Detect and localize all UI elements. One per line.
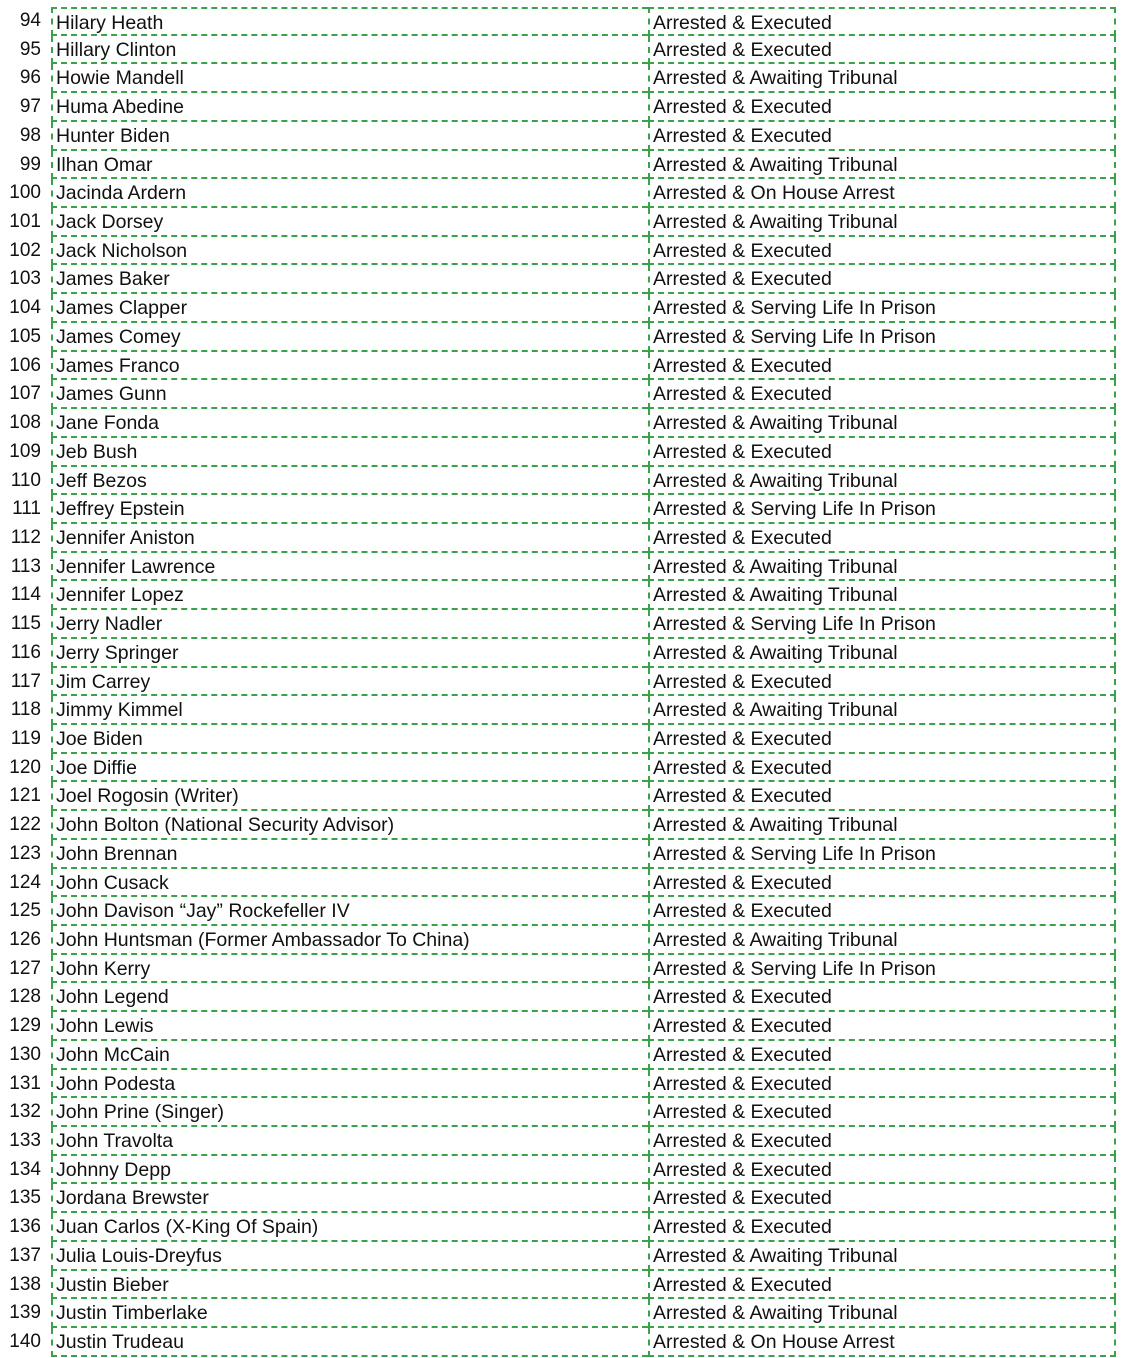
- row-number: 94: [19, 10, 41, 31]
- status-cell[interactable]: Arrested & Executed: [648, 754, 1116, 783]
- row-number: 105: [9, 325, 41, 347]
- name-cell[interactable]: Jane Fonda: [51, 409, 648, 438]
- status-cell[interactable]: Arrested & Awaiting Tribunal: [648, 553, 1116, 582]
- row-number: 101: [9, 211, 41, 233]
- table-row: [0, 409, 1124, 438]
- table-row: [0, 294, 1124, 323]
- table-row: [0, 265, 1124, 294]
- name-cell[interactable]: Juan Carlos (X-King Of Spain): [51, 1213, 648, 1242]
- status-cell[interactable]: Arrested & Serving Life In Prison: [648, 610, 1116, 639]
- name-cell[interactable]: James Comey: [51, 323, 648, 352]
- name-cell[interactable]: John Cusack: [51, 869, 648, 898]
- row-number: 100: [9, 182, 41, 204]
- row-number: 125: [9, 900, 41, 922]
- name-cell[interactable]: Jeb Bush: [51, 438, 648, 467]
- row-number: 115: [10, 613, 41, 635]
- status-cell[interactable]: Arrested & Executed: [648, 36, 1116, 65]
- name-cell[interactable]: Ilhan Omar: [51, 151, 648, 180]
- name-cell[interactable]: James Franco: [51, 352, 648, 381]
- status-cell[interactable]: Arrested & Executed: [648, 380, 1116, 409]
- row-number: 131: [9, 1072, 41, 1094]
- name-cell[interactable]: Howie Mandell: [51, 64, 648, 93]
- table-row: [0, 1299, 1124, 1328]
- row-number: 140: [9, 1331, 41, 1353]
- row-number: 119: [10, 727, 41, 749]
- status-cell[interactable]: Arrested & Awaiting Tribunal: [648, 581, 1116, 610]
- row-number: 111: [12, 498, 41, 520]
- status-cell[interactable]: Arrested & Executed: [648, 237, 1116, 266]
- status-cell[interactable]: Arrested & Executed: [648, 869, 1116, 898]
- row-number: 110: [10, 469, 41, 491]
- table-row: [0, 1271, 1124, 1300]
- status-cell[interactable]: Arrested & Executed: [648, 93, 1116, 122]
- status-cell[interactable]: Arrested & Serving Life In Prison: [648, 294, 1116, 323]
- status-cell[interactable]: Arrested & Awaiting Tribunal: [648, 696, 1116, 725]
- name-cell[interactable]: John Travolta: [51, 1127, 648, 1156]
- name-cell[interactable]: Jimmy Kimmel: [51, 696, 648, 725]
- row-number: 134: [9, 1158, 41, 1180]
- status-cell[interactable]: Arrested & Executed: [648, 1041, 1116, 1070]
- row-number: 116: [10, 641, 41, 663]
- table-row: [0, 668, 1124, 697]
- row-number: 120: [9, 756, 41, 778]
- table-row: [0, 840, 1124, 869]
- row-number: 126: [9, 929, 41, 950]
- name-cell[interactable]: Johnny Depp: [51, 1156, 648, 1185]
- status-cell[interactable]: Arrested & Awaiting Tribunal: [648, 151, 1116, 180]
- table-row: [0, 93, 1124, 122]
- status-cell[interactable]: Arrested & Executed: [648, 352, 1116, 381]
- status-cell[interactable]: Arrested & Executed: [648, 1127, 1116, 1156]
- table-row: [0, 1156, 1124, 1185]
- row-number: 135: [9, 1187, 41, 1209]
- table-row: [0, 639, 1124, 668]
- status-cell[interactable]: Arrested & Serving Life In Prison: [648, 840, 1116, 869]
- status-cell[interactable]: Arrested & Executed: [648, 782, 1116, 811]
- table-row: [0, 811, 1124, 840]
- row-number: 122: [9, 814, 41, 836]
- name-cell[interactable]: Joe Biden: [51, 725, 648, 754]
- name-cell[interactable]: John Bolton (National Security Advisor): [51, 811, 648, 840]
- name-cell[interactable]: Justin Trudeau: [51, 1328, 648, 1357]
- name-cell[interactable]: John Prine (Singer): [51, 1098, 648, 1127]
- status-cell[interactable]: Arrested & On House Arrest: [648, 1328, 1116, 1357]
- name-cell[interactable]: John Brennan: [51, 840, 648, 869]
- row-number: 124: [9, 871, 41, 893]
- table-row: [0, 524, 1124, 553]
- status-cell[interactable]: Arrested & Awaiting Tribunal: [648, 64, 1116, 93]
- status-cell[interactable]: Arrested & Executed: [648, 725, 1116, 754]
- table-row: [0, 1098, 1124, 1127]
- table-row: [0, 1242, 1124, 1271]
- name-cell[interactable]: James Gunn: [51, 380, 648, 409]
- name-cell[interactable]: Joe Diffie: [51, 754, 648, 783]
- name-cell[interactable]: John Lewis: [51, 1012, 648, 1041]
- name-cell[interactable]: Julia Louis-Dreyfus: [51, 1242, 648, 1271]
- status-cell[interactable]: Arrested & Awaiting Tribunal: [648, 1242, 1116, 1271]
- status-cell[interactable]: Arrested & Executed: [648, 983, 1116, 1012]
- name-cell[interactable]: Jack Dorsey: [51, 208, 648, 237]
- name-cell[interactable]: John Podesta: [51, 1070, 648, 1099]
- status-cell[interactable]: Arrested & Awaiting Tribunal: [648, 409, 1116, 438]
- name-cell[interactable]: Jordana Brewster: [51, 1184, 648, 1213]
- name-cell[interactable]: Joel Rogosin (Writer): [51, 782, 648, 811]
- row-number: 113: [10, 555, 41, 577]
- name-cell[interactable]: Jeff Bezos: [51, 467, 648, 496]
- row-number: 137: [9, 1244, 41, 1266]
- row-number: 129: [9, 1015, 41, 1037]
- name-cell[interactable]: Huma Abedine: [51, 93, 648, 122]
- table-row: [0, 208, 1124, 237]
- row-number: 121: [9, 785, 41, 807]
- table-row: [0, 610, 1124, 639]
- table-row: [0, 122, 1124, 151]
- status-cell[interactable]: Arrested & Awaiting Tribunal: [648, 639, 1116, 668]
- table-row: [0, 869, 1124, 898]
- row-number: 95: [19, 38, 41, 60]
- status-cell[interactable]: Arrested & Executed: [648, 1271, 1116, 1300]
- table-row: [0, 179, 1124, 208]
- table-row: [0, 380, 1124, 409]
- name-cell[interactable]: Jerry Nadler: [51, 610, 648, 639]
- table-row: [0, 725, 1124, 754]
- row-number: 98: [19, 124, 41, 146]
- table-row: [0, 467, 1124, 496]
- table-row: [0, 955, 1124, 984]
- row-number: 96: [19, 67, 41, 89]
- status-cell[interactable]: Arrested & Executed: [648, 1213, 1116, 1242]
- table-row: [0, 151, 1124, 180]
- table-row: [0, 1328, 1124, 1357]
- status-cell[interactable]: Arrested & Executed: [648, 438, 1116, 467]
- row-number: 107: [9, 383, 41, 405]
- name-cell[interactable]: James Baker: [51, 265, 648, 294]
- row-number: 97: [19, 96, 41, 118]
- status-cell[interactable]: Arrested & Executed: [648, 1098, 1116, 1127]
- row-number: 112: [10, 526, 41, 548]
- table-row: [0, 352, 1124, 381]
- row-number: 128: [9, 986, 41, 1008]
- name-cell[interactable]: John Kerry: [51, 955, 648, 984]
- row-number: 118: [10, 699, 41, 721]
- row-number: 127: [9, 957, 41, 979]
- row-number: 139: [9, 1302, 41, 1324]
- name-cell[interactable]: Jennifer Lopez: [51, 581, 648, 610]
- table-row: [0, 1127, 1124, 1156]
- status-cell[interactable]: Arrested & Executed: [648, 1156, 1116, 1185]
- table-row: [0, 983, 1124, 1012]
- row-number: 114: [10, 584, 41, 606]
- row-number: 138: [9, 1273, 41, 1295]
- status-cell[interactable]: Arrested & Serving Life In Prison: [648, 323, 1116, 352]
- status-cell[interactable]: Arrested & Executed: [648, 7, 1116, 36]
- table-row: [0, 1070, 1124, 1099]
- name-cell[interactable]: Jack Nicholson: [51, 237, 648, 266]
- name-cell[interactable]: Jacinda Ardern: [51, 179, 648, 208]
- status-cell[interactable]: Arrested & Awaiting Tribunal: [648, 467, 1116, 496]
- name-cell[interactable]: Jeffrey Epstein: [51, 495, 648, 524]
- table-row: [0, 553, 1124, 582]
- name-cell[interactable]: John Davison “Jay” Rockefeller IV: [51, 897, 648, 926]
- row-number: 99: [19, 153, 41, 175]
- name-cell[interactable]: John McCain: [51, 1041, 648, 1070]
- row-number: 117: [10, 670, 41, 692]
- table-row: [0, 897, 1124, 926]
- name-cell[interactable]: Jerry Springer: [51, 639, 648, 668]
- table-row: [0, 64, 1124, 93]
- status-cell[interactable]: Arrested & Executed: [648, 1070, 1116, 1099]
- status-cell[interactable]: Arrested & Awaiting Tribunal: [648, 811, 1116, 840]
- status-cell[interactable]: Arrested & Executed: [648, 122, 1116, 151]
- table-row: [0, 581, 1124, 610]
- name-cell[interactable]: John Legend: [51, 983, 648, 1012]
- table-row: [0, 926, 1124, 955]
- name-cell[interactable]: Justin Bieber: [51, 1271, 648, 1300]
- spreadsheet-table: [0, 7, 1124, 1357]
- row-number: 130: [9, 1043, 41, 1065]
- table-row: [0, 696, 1124, 725]
- name-cell[interactable]: Hilary Heath: [51, 7, 648, 36]
- name-cell[interactable]: John Huntsman (Former Ambassador To China): [51, 926, 648, 955]
- row-number: 136: [9, 1216, 41, 1238]
- status-cell[interactable]: Arrested & Executed: [648, 1012, 1116, 1041]
- table-row: [0, 237, 1124, 266]
- status-cell[interactable]: Arrested & Executed: [648, 897, 1116, 926]
- status-cell[interactable]: Arrested & On House Arrest: [648, 179, 1116, 208]
- status-cell[interactable]: Arrested & Awaiting Tribunal: [648, 1299, 1116, 1328]
- name-cell[interactable]: Jennifer Lawrence: [51, 553, 648, 582]
- row-number: 106: [9, 354, 41, 376]
- row-number: 132: [9, 1101, 41, 1123]
- name-cell[interactable]: Hunter Biden: [51, 122, 648, 151]
- table-row: [0, 1184, 1124, 1213]
- table-row: [0, 754, 1124, 783]
- table-row: [0, 782, 1124, 811]
- name-cell[interactable]: Jim Carrey: [51, 668, 648, 697]
- name-cell[interactable]: James Clapper: [51, 294, 648, 323]
- table-row: [0, 323, 1124, 352]
- status-cell[interactable]: Arrested & Awaiting Tribunal: [648, 208, 1116, 237]
- status-cell[interactable]: Arrested & Executed: [648, 668, 1116, 697]
- table-row: [0, 1012, 1124, 1041]
- status-cell[interactable]: Arrested & Awaiting Tribunal: [648, 926, 1116, 955]
- row-number: 108: [9, 412, 41, 434]
- name-cell[interactable]: Hillary Clinton: [51, 36, 648, 65]
- row-number: 133: [9, 1130, 41, 1152]
- row-number: 102: [9, 239, 41, 261]
- status-cell[interactable]: Arrested & Executed: [648, 1184, 1116, 1213]
- table-row: [0, 438, 1124, 467]
- table-row: [0, 7, 1124, 36]
- table-row: [0, 495, 1124, 524]
- table-row: [0, 36, 1124, 65]
- row-number: 123: [9, 842, 41, 864]
- table-row: [0, 1041, 1124, 1070]
- status-cell[interactable]: Arrested & Serving Life In Prison: [648, 495, 1116, 524]
- table-row: [0, 1213, 1124, 1242]
- row-number: 109: [9, 440, 41, 462]
- status-cell[interactable]: Arrested & Serving Life In Prison: [648, 955, 1116, 984]
- row-number: 103: [9, 268, 41, 290]
- row-number: 104: [9, 297, 41, 319]
- status-cell[interactable]: Arrested & Executed: [648, 265, 1116, 294]
- name-cell[interactable]: Jennifer Aniston: [51, 524, 648, 553]
- status-cell[interactable]: Arrested & Executed: [648, 524, 1116, 553]
- name-cell[interactable]: Justin Timberlake: [51, 1299, 648, 1328]
